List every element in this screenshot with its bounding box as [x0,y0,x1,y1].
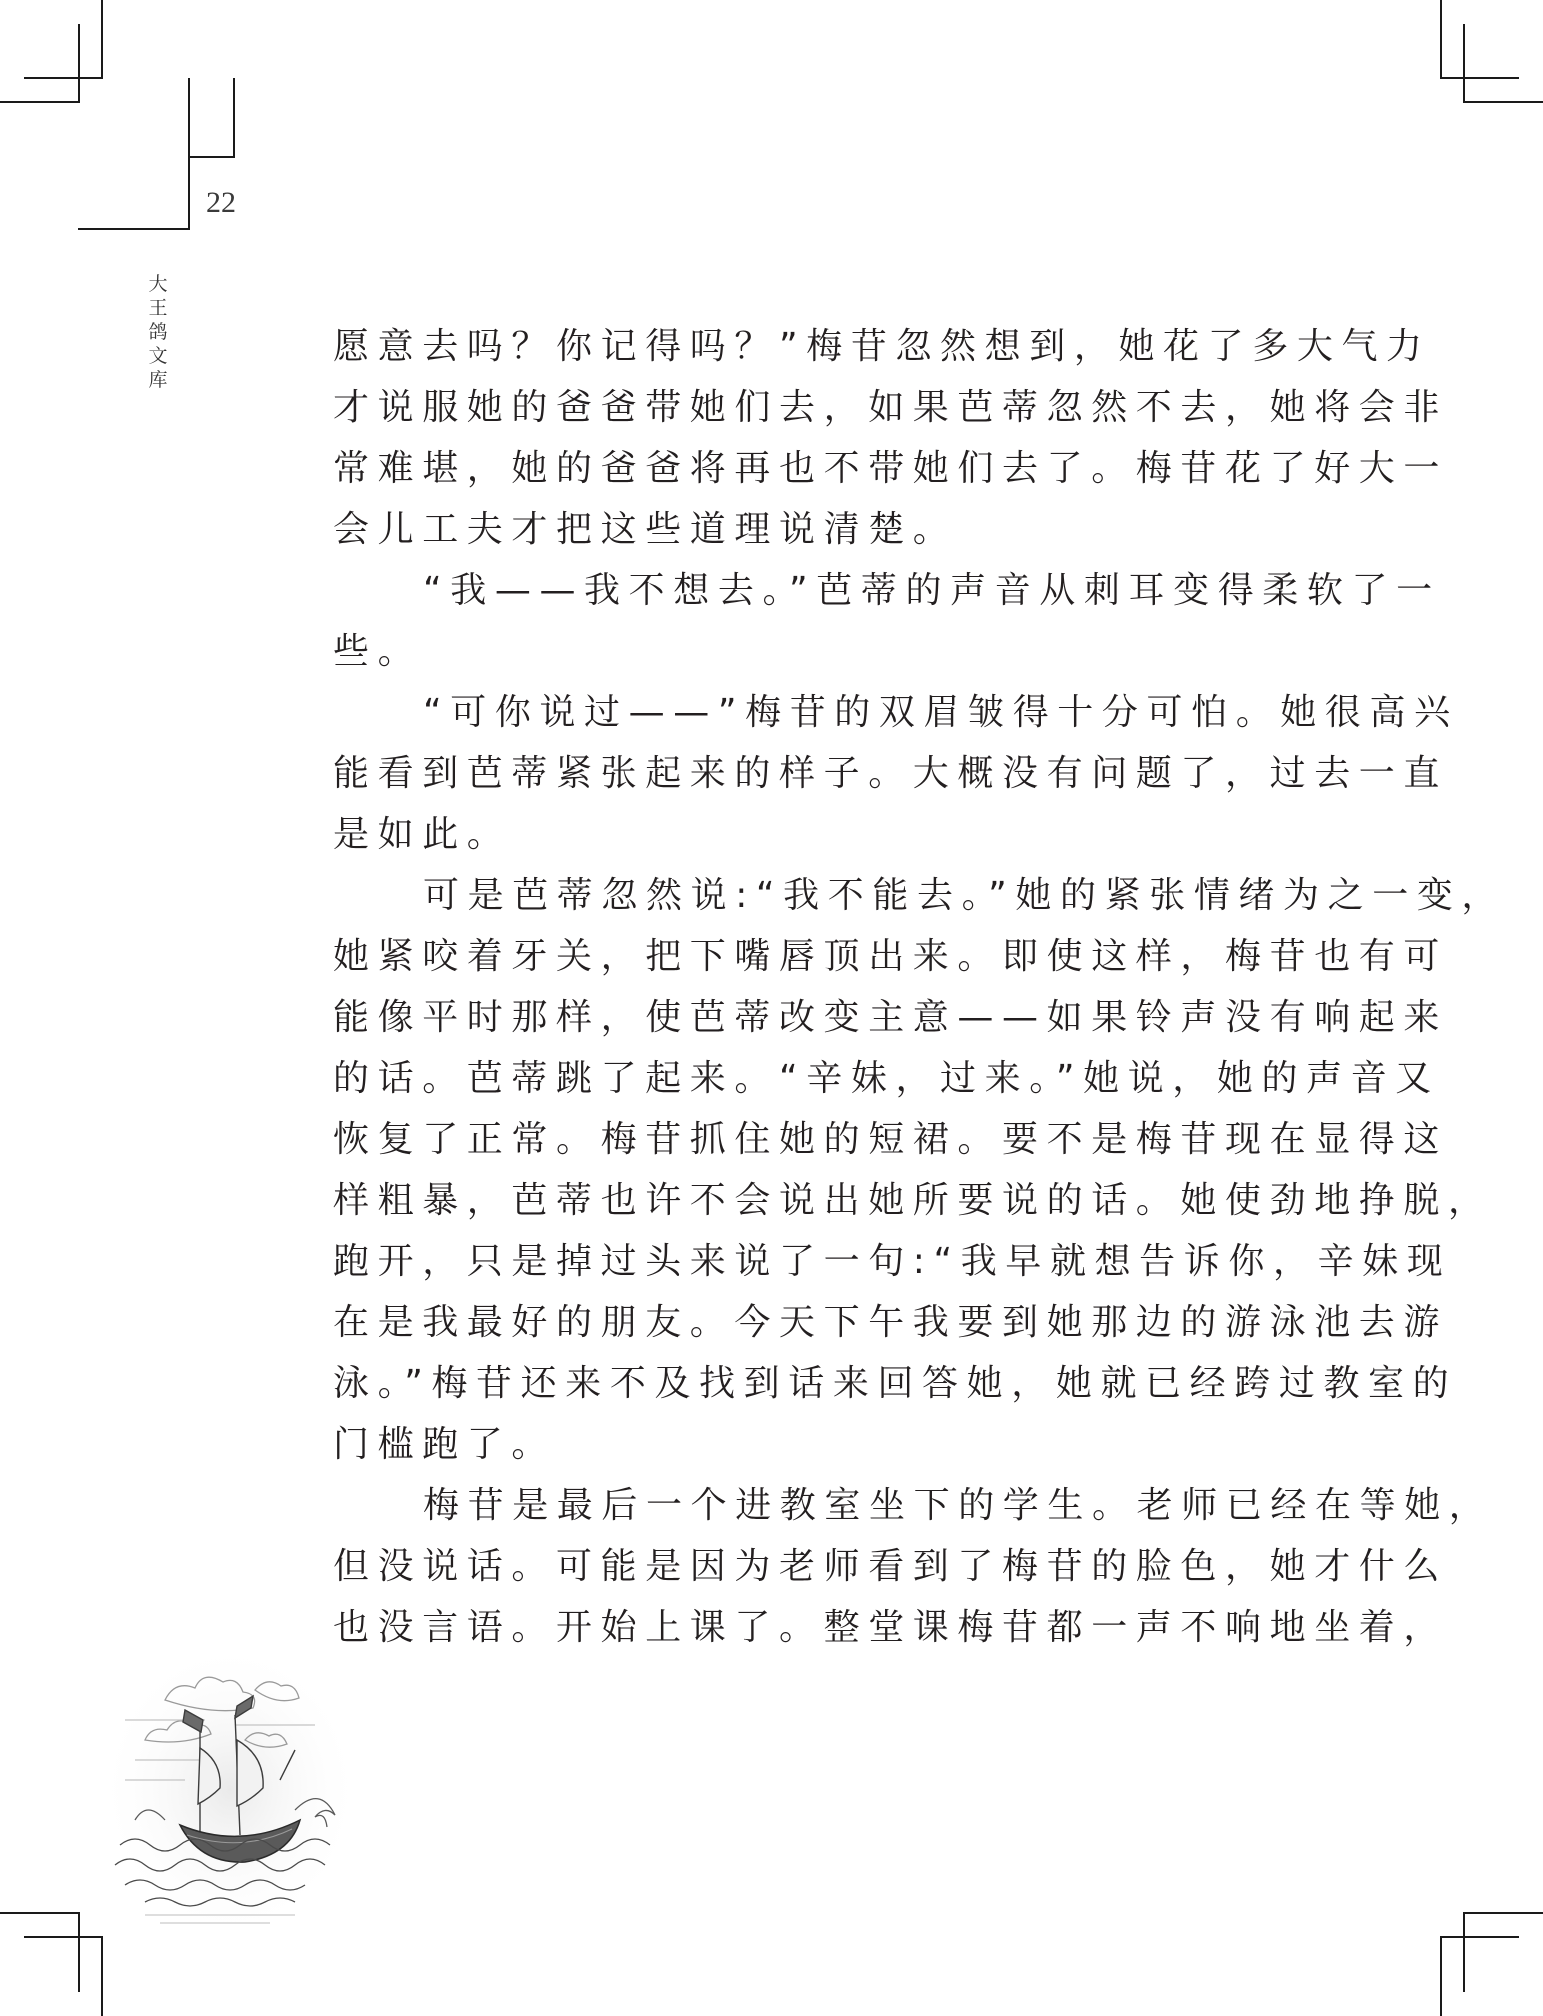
text-line: 也没言语。开始上课了。整堂课梅苷都一声不响地坐着， [333,1607,1449,1648]
text-line: 但没说话。可能是因为老师看到了梅苷的脸色，她才什么 [333,1546,1449,1587]
ship-illustration [105,1630,355,1930]
text-line: 跑开，只是掉过头来说了一句:“我早就想告诉你，辛妹现 [333,1241,1452,1282]
bracket-line [233,78,235,158]
crop-line [78,24,80,103]
crop-line [78,1912,80,1992]
paragraph-3 [333,682,1459,865]
paragraph-4 [333,865,1507,1475]
paragraph-1 [333,316,1449,560]
text-line: 愿意去吗？你记得吗？”梅苷忽然想到，她花了多大气力 [333,326,1431,367]
series-title-char: 鸽 [148,321,168,343]
crop-line [1440,0,1442,79]
text-line: 梅苷是最后一个进教室坐下的学生。老师已经在等她， [423,1485,1494,1526]
text-line: 样粗暴，芭蒂也许不会说出她所要说的话。她使劲地挣脱， [333,1180,1493,1221]
bracket-line [188,78,190,230]
text-line: 能看到芭蒂紧张起来的样子。大概没有问题了，过去一直 [333,753,1449,794]
paragraph-5 [333,1475,1494,1658]
text-line: 会儿工夫才把这些道理说清楚。 [333,509,958,550]
text-line: “可你说过——”梅苷的双眉皱得十分可怕。她很高兴 [423,692,1459,733]
crop-line [101,0,103,79]
series-title-char: 大 [148,273,168,295]
text-line: 的话。芭蒂跳了起来。“辛妹，过来。”她说，她的声音又 [333,1058,1440,1099]
crop-line [0,1912,80,1914]
series-title-char: 库 [148,369,168,391]
crop-line [24,77,103,79]
crop-line [1463,1912,1465,1992]
text-line: 能像平时那样，使芭蒂改变主意——如果铃声没有响起来 [333,997,1449,1038]
bracket-line [78,228,190,230]
crop-line [1463,24,1465,103]
text-line: 常难堪，她的爸爸将再也不带她们去了。梅苷花了好大一 [333,448,1449,489]
series-title-vertical [146,272,170,392]
text-line: 在是我最好的朋友。今天下午我要到她那边的游泳池去游 [333,1302,1449,1343]
body-text [333,316,1507,1658]
text-line: 是如此。 [333,814,512,855]
crop-line [1440,1936,1519,1938]
text-line: 些。 [333,631,423,672]
text-line: 恢复了正常。梅苷抓住她的短裙。要不是梅苷现在显得这 [333,1119,1449,1160]
crop-line [1440,77,1519,79]
crop-line [1463,101,1543,103]
crop-line [101,1936,103,2016]
bracket-line [188,156,235,158]
text-line: “我——我不想去。”芭蒂的声音从刺耳变得柔软了一 [423,570,1441,611]
sailing-ship-icon [105,1630,355,1930]
text-line: 可是芭蒂忽然说:“我不能去。”她的紧张情绪为之一变， [423,875,1507,916]
crop-line [1440,1936,1442,2016]
text-line: 才说服她的爸爸带她们去，如果芭蒂忽然不去，她将会非 [333,387,1449,428]
text-line: 泳。”梅苷还来不及找到话来回答她，她就已经跨过教室的 [333,1363,1458,1404]
crop-line [24,1936,103,1938]
page-number: 22 [206,186,236,219]
series-title-char: 王 [148,297,168,319]
text-line: 她紧咬着牙关，把下嘴唇顶出来。即使这样，梅苷也有可 [333,936,1449,977]
crop-line [0,101,80,103]
crop-line [1463,1912,1543,1914]
text-line: 门槛跑了。 [333,1424,557,1465]
series-title-char: 文 [148,345,168,367]
paragraph-2 [333,560,1441,682]
